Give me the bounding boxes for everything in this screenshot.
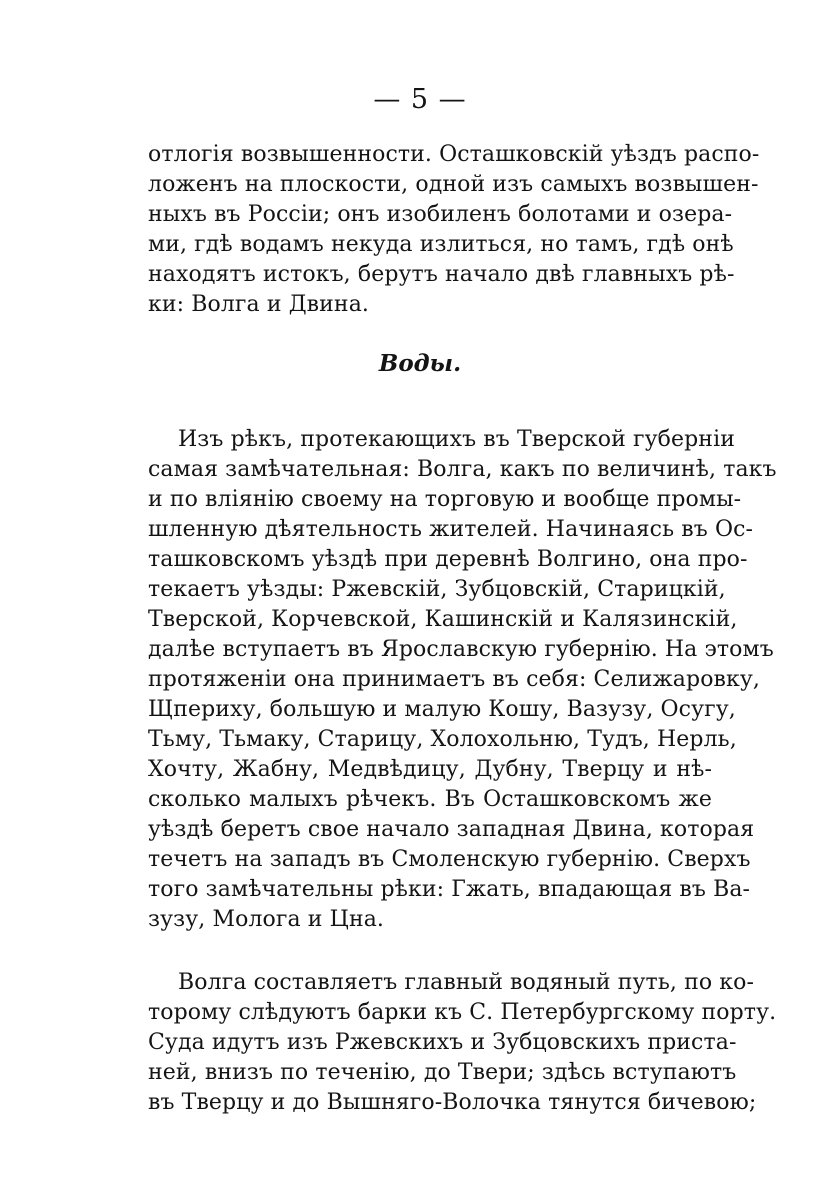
text-line: торому слѣдуютъ барки къ С. Петербургскому порту. bbox=[148, 1000, 777, 1025]
text-line: ныхъ въ Россіи; онъ изобиленъ болотами и озера- bbox=[148, 202, 733, 227]
text-line: отлогія возвышенности. Осташковскій уѣздъ распо- bbox=[148, 142, 760, 167]
text-line: Волга составляетъ главный водяный путь, по ко- bbox=[178, 970, 755, 995]
text-line: ложенъ на плоскости, одной изъ самыхъ возвышен- bbox=[148, 172, 759, 197]
text-line: ташковскомъ уѣздѣ при деревнѣ Волгино, она про- bbox=[148, 547, 748, 572]
text-line: въ Тверцу и до Вышняго-Волочка тянутся бичевою; bbox=[148, 1090, 757, 1115]
page-number: — 5 — bbox=[373, 84, 467, 115]
text-line: текаетъ уѣзды: Ржевскій, Зубцовскій, Старицкій, bbox=[148, 577, 726, 602]
text-line: протяженіи она принимаетъ въ себя: Селижаровку, bbox=[148, 667, 761, 692]
text-line: Тверской, Корчевской, Кашинскій и Калязинскій, bbox=[148, 607, 738, 632]
text-line: находятъ истокъ, берутъ начало двѣ главныхъ рѣ- bbox=[148, 262, 735, 287]
text-line: шленную дѣятельность жителей. Начинаясь въ Ос- bbox=[148, 517, 754, 542]
section-heading: Воды. bbox=[378, 350, 462, 377]
text-line: зузу, Молога и Цна. bbox=[148, 907, 385, 932]
text-line: сколько малыхъ рѣчекъ. Въ Осташковскомъ же bbox=[148, 787, 712, 812]
text-line: того замѣчательны рѣки: Гжать, впадающая въ Ва- bbox=[148, 877, 751, 902]
text-line: ки: Волга и Двина. bbox=[148, 292, 370, 317]
text-line: самая замѣчательная: Волга, какъ по величинѣ, такъ bbox=[148, 457, 777, 482]
text-line: Хочту, Жабну, Медвѣдицу, Дубну, Тверцу и нѣ- bbox=[148, 757, 712, 782]
text-line: и по вліянію своему на торговую и вообще промы- bbox=[148, 487, 742, 512]
text-line: ней, внизъ по теченію, до Твери; здѣсь вступаютъ bbox=[148, 1060, 737, 1085]
text-line: Щпериху, большую и малую Кошу, Вазузу, Осугу, bbox=[148, 697, 736, 722]
text-line: далѣе вступаетъ въ Ярославскую губернію. На этомъ bbox=[148, 637, 774, 662]
text-line: ми, гдѣ водамъ некуда излиться, но тамъ, гдѣ онѣ bbox=[148, 232, 734, 257]
text-line: Тьму, Тьмаку, Старицу, Холохольню, Тудъ, Нерль, bbox=[148, 727, 737, 752]
text-line: Суда идутъ изъ Ржевскихъ и Зубцовскихъ приста- bbox=[148, 1030, 737, 1055]
text-line: уѣздѣ беретъ свое начало западная Двина, которая bbox=[148, 817, 755, 842]
text-line: Изъ рѣкъ, протекающихъ въ Тверской губерніи bbox=[178, 427, 735, 452]
text-line: течетъ на западъ въ Смоленскую губернію. Сверхъ bbox=[148, 847, 751, 872]
